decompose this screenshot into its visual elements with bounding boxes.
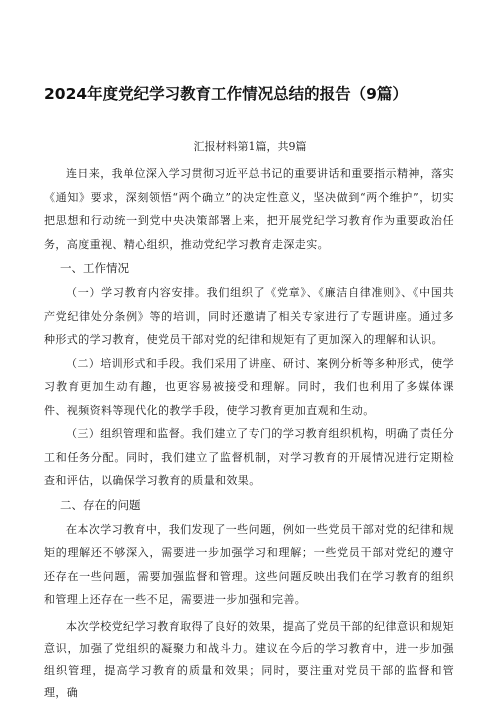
paragraph-content-arrangement: （一）学习教育内容安排。我们组织了《党章》、《廉洁自律准则》、《中国共产党纪律处分条例》等的培训，同时还邀请了相关专家进行了专题讲座。通过多种形式的学习教育，使党员干部对党的纪律和规矩有了更加深入的理解和认识。 — [44, 286, 454, 346]
document-body — [44, 162, 454, 704]
paragraph-problems: 在本次学习教育中，我们发现了一些问题，例如一些党员干部对党的纪律和规矩的理解还不够深入，需要进一步加强学习和理解；一些党员干部对党纪的遵守还存在一些问题，需要加强监督和管理。这些问题反映出我们在学习教育的组织和管理上还存在一些不足，需要进一步加强和完善。 — [44, 522, 454, 606]
document-title: 2024年度党纪学习教育工作情况总结的报告（9篇） — [44, 85, 408, 103]
paragraph-conclusion: 本次学校党纪学习教育取得了良好的效果，提高了党员干部的纪律意识和规矩意识，加强了党组织的凝聚力和战斗力。建议在今后的学习教育中，进一步加强组织管理，提高学习教育的质量和效果；同时，要注重对党员干部的监督和管理，确 — [44, 619, 454, 699]
section-heading-work-status: 一、工作情况 — [60, 261, 129, 275]
paragraph-management-supervision: （三）组织管理和监督。我们建立了专门的学习教育组织机构，明确了责任分工和任务分配。同时，我们建立了监督机制，对学习教育的开展情况进行定期检查和评估，以确保学习教育的质量和效果。 — [44, 427, 454, 487]
document-subtitle: 汇报材料第1篇，共9篇 — [193, 140, 307, 153]
intro-paragraph: 连日来，我单位深入学习贯彻习近平总书记的重要讲话和重要指示精神，落实《通知》要求，深刻领悟“两个确立”的决定性意义，坚决做到“两个维护”，切实把思想和行动统一到党中央决策部署上来，把开展党纪学习教育作为重要政治任务，高度重视、精心组织，推动党纪学习教育走深走实。 — [44, 167, 454, 251]
paragraph-training-methods: （二）培训形式和手段。我们采用了讲座、研讨、案例分析等多种形式，使学习教育更加生动有趣，也更容易被接受和理解。同时，我们也利用了多媒体课件、视频资料等现代化的教学手段，使学习教育更加直观和生动。 — [44, 356, 454, 417]
section-heading-problems: 二、存在的问题 — [60, 497, 141, 512]
